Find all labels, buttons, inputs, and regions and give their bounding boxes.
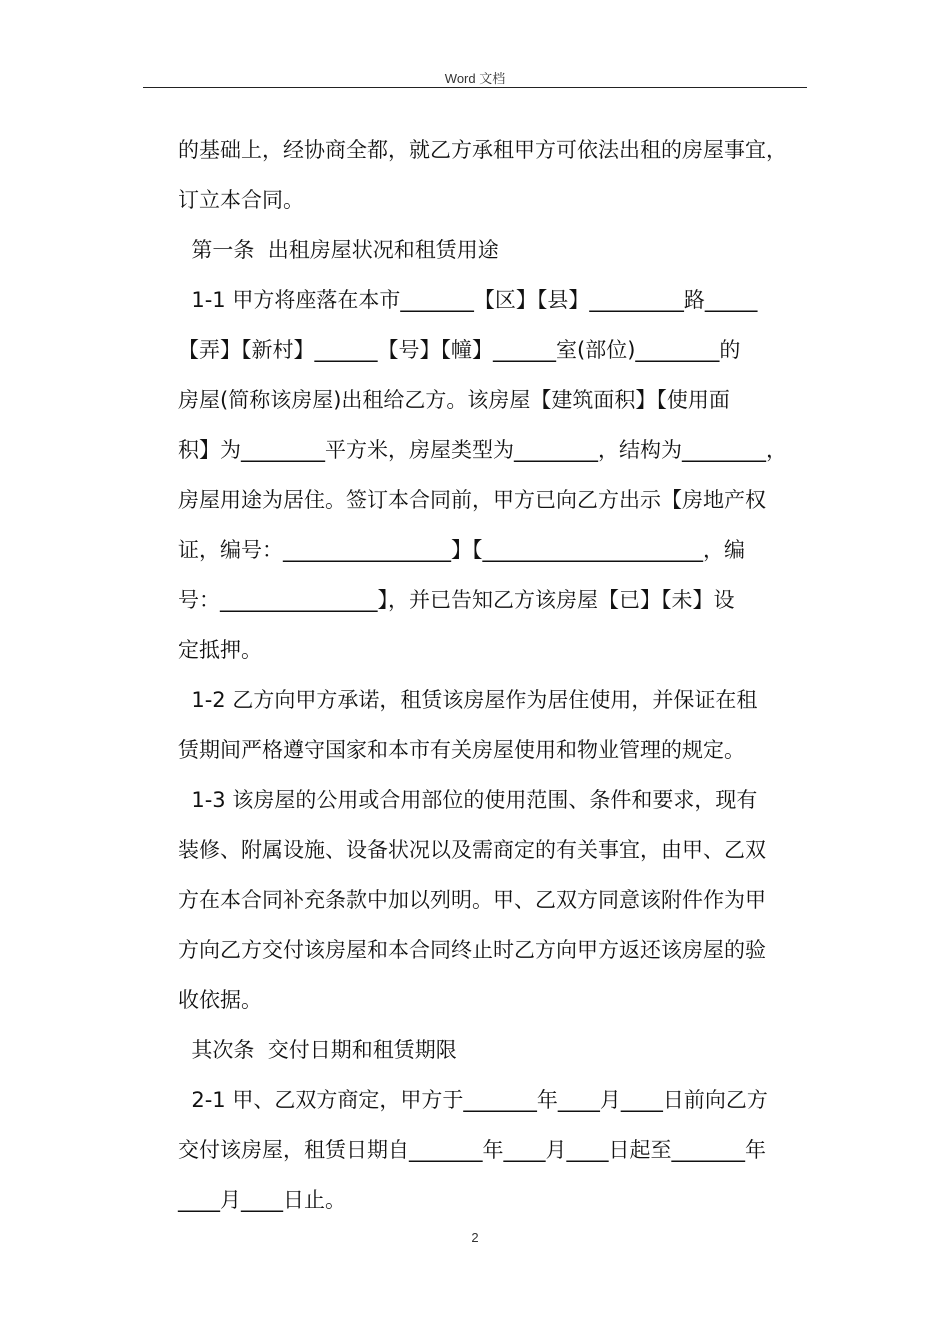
- document-body: [178, 125, 818, 1225]
- section-heading: 第一条 出租房屋状况和租赁用途: [178, 238, 499, 262]
- body-line: 交付该房屋，租赁日期自_______年____月____日起至_______年: [178, 1138, 766, 1162]
- section-heading: 其次条 交付日期和租赁期限: [178, 1038, 457, 1062]
- body-line: 积】为________平方米，房屋类型为________，结构为________，: [178, 438, 787, 462]
- header-title: Word 文档: [444, 71, 506, 86]
- body-line: 收依据。: [178, 988, 262, 1012]
- body-line: 的基础上，经协商全都，就乙方承租甲方可依法出租的房屋事宜，: [178, 138, 787, 162]
- body-line: 方向乙方交付该房屋和本合同终止时乙方向甲方返还该房屋的验: [178, 938, 766, 962]
- body-line: 装修、附属设施、设备状况以及需商定的有关事宜，由甲、乙双: [178, 838, 766, 862]
- body-line: 1-1 甲方将座落在本市_______【区】【县】_________路_____: [178, 288, 758, 312]
- body-line: 【弄】【新村】______【号】【幢】______室(部位)________的: [178, 338, 741, 362]
- body-line: 定抵押。: [178, 638, 262, 662]
- body-line: 房屋用途为居住。签订本合同前，甲方已向乙方出示【房地产权: [178, 488, 766, 512]
- body-line: 订立本合同。: [178, 188, 304, 212]
- body-line: 2-1 甲、乙双方商定，甲方于_______年____月____日前向乙方: [178, 1088, 768, 1112]
- body-line: ____月____日止。: [178, 1188, 346, 1212]
- page-number: 2: [471, 1230, 479, 1245]
- body-line: 证，编号：________________】【_____________________，编: [178, 538, 745, 562]
- body-line: 号：_______________】，并已告知乙方该房屋【已】【未】设: [178, 588, 735, 612]
- body-line: 方在本合同补充条款中加以列明。甲、乙双方同意该附件作为甲: [178, 888, 766, 912]
- body-line: 1-2 乙方向甲方承诺，租赁该房屋作为居住使用，并保证在租: [178, 688, 758, 712]
- header-divider: [143, 87, 807, 88]
- body-line: 赁期间严格遵守国家和本市有关房屋使用和物业管理的规定。: [178, 738, 745, 762]
- body-line: 房屋(简称该房屋)出租给乙方。该房屋【建筑面积】【使用面: [178, 388, 730, 412]
- body-line: 1-3 该房屋的公用或合用部位的使用范围、条件和要求，现有: [178, 788, 758, 812]
